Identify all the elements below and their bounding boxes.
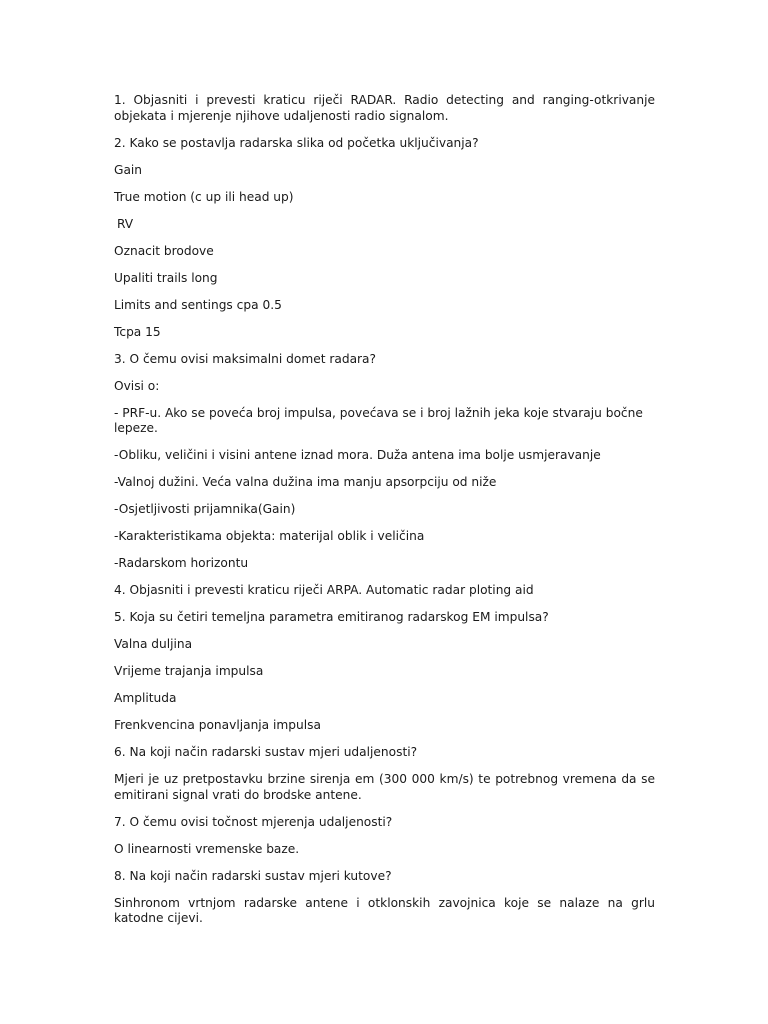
answer-line: Oznacit brodove <box>114 243 214 258</box>
question-7: 7. O čemu ovisi točnost mjerenja udaljenosti? <box>114 814 393 829</box>
answer-line: Amplituda <box>114 691 177 705</box>
answer-line: -Radarskom horizontu <box>114 556 249 570</box>
question-3: 3. O čemu ovisi maksimalni domet radara? <box>114 351 376 366</box>
answer-line: Gain <box>114 162 143 177</box>
answer-line: -Osjetljivosti prijamnika(Gain) <box>114 502 296 516</box>
answer-line: -Valnoj dužini. Veća valna dužina ima manju apsorpciju od niže <box>114 475 497 489</box>
answer-line: True motion (c up ili head up) <box>114 189 294 204</box>
answer-line: Mjeri je uz pretpostavku brzine sirenja em (300 000 km/s) te potrebnog vremena da se emitirani signal vrati do brodske antene. <box>114 772 655 802</box>
answer-line: Tcpa 15 <box>114 324 161 339</box>
answer-line: Ovisi o: <box>114 378 160 393</box>
question-4: 4. Objasniti i prevesti kraticu riječi ARPA. Automatic radar ploting aid <box>114 583 534 597</box>
answer-line: RV <box>117 216 134 231</box>
question-5: 5. Koja su četiri temeljna parametra emitiranog radarskog EM impulsa? <box>114 610 549 624</box>
answer-line: -Karakteristikama objekta: materijal oblik i veličina <box>114 529 425 543</box>
answer-line: Upaliti trails long <box>114 270 218 285</box>
answer-line: - PRF-u. Ako se poveća broj impulsa, povećava se i broj lažnih jeka koje stvaraju bočne lepeze. <box>114 405 643 435</box>
question-1: 1. Objasniti i prevesti kraticu riječi RADAR. Radio detecting and ranging-otkrivanje objekata i mjerenje njihove udaljenosti radio signalom. <box>114 93 655 123</box>
answer-line: O linearnosti vremenske baze. <box>114 841 300 856</box>
answer-line: Frenkvencina ponavljanja impulsa <box>114 718 321 732</box>
answer-line: -Obliku, veličini i visini antene iznad mora. Duža antena ima bolje usmjeravanje <box>114 448 601 462</box>
answer-line: Valna duljina <box>114 637 193 651</box>
document-page <box>114 93 655 938</box>
answer-line: Sinhronom vrtnjom radarske antene i otklonskih zavojnica koje se nalaze na grlu katodne cijevi. <box>114 895 655 925</box>
answer-line: Limits and sentings cpa 0.5 <box>114 297 282 312</box>
answer-line: Vrijeme trajanja impulsa <box>114 664 264 678</box>
question-6: 6. Na koji način radarski sustav mjeri udaljenosti? <box>114 745 418 759</box>
question-2: 2. Kako se postavlja radarska slika od početka uključivanja? <box>114 135 479 150</box>
question-8: 8. Na koji način radarski sustav mjeri kutove? <box>114 868 392 883</box>
